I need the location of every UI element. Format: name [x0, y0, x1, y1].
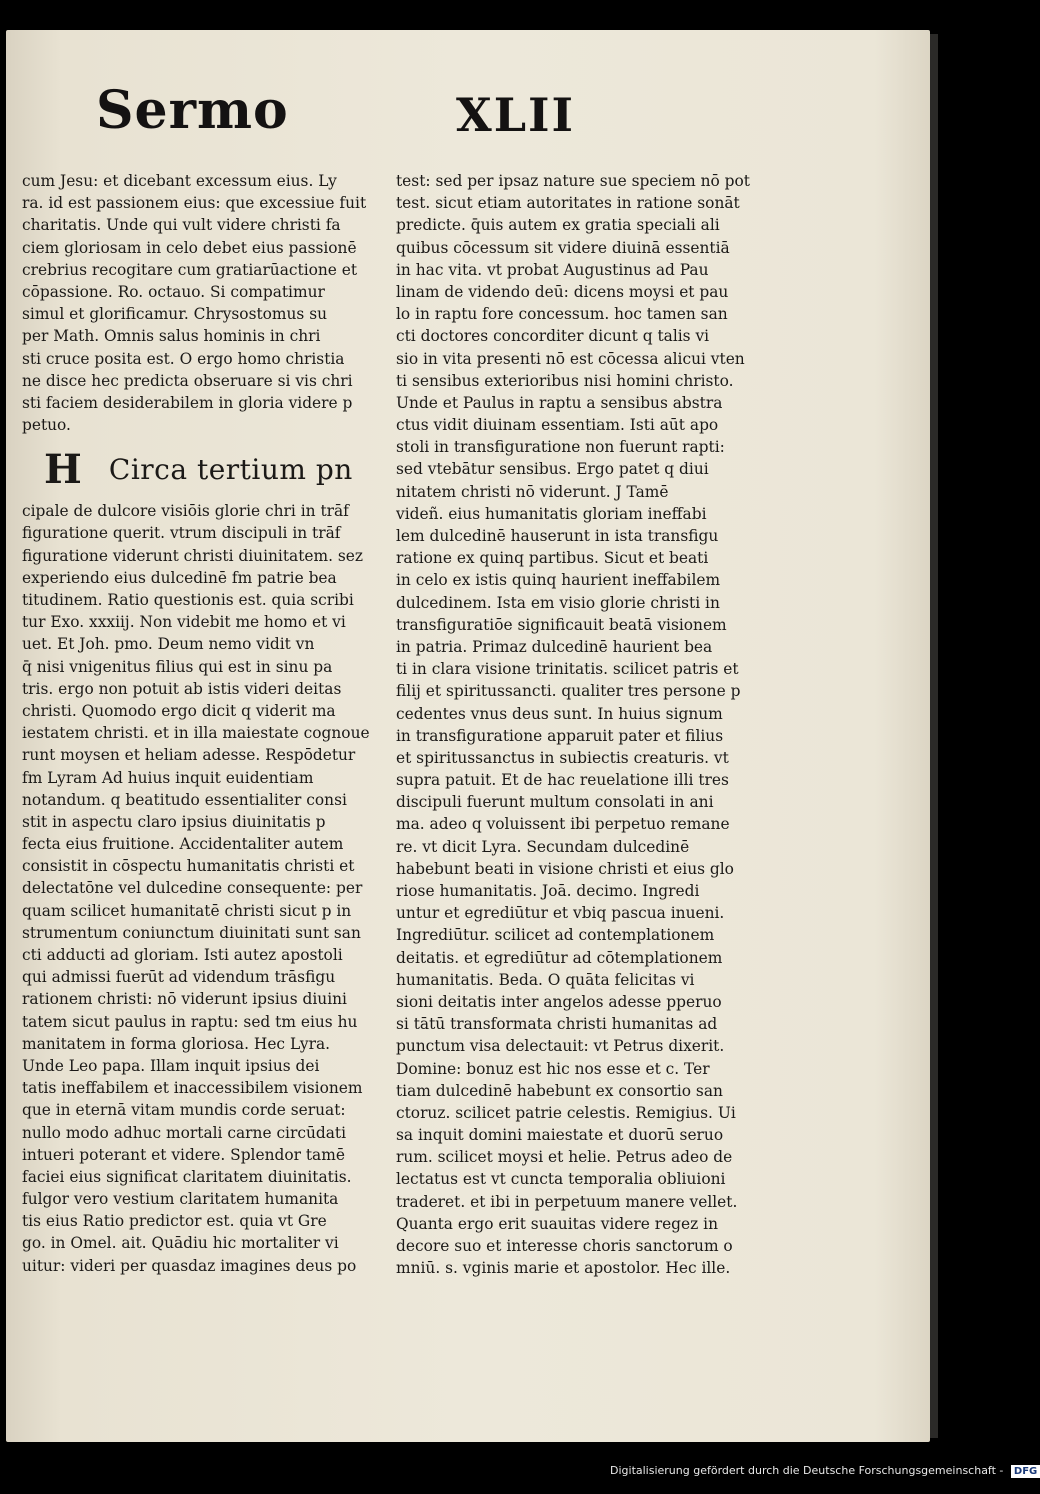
text-line: quam scilicet humanitatē christi sicut p in [22, 901, 352, 920]
text-line: lo in raptu fore concessum. hoc tamen san [396, 305, 728, 324]
text-line: ma. adeo q voluissent ibi perpetuo remane [396, 815, 730, 834]
section-heading [22, 446, 384, 494]
book-page [6, 30, 930, 1442]
text-line: tatem sicut paulus in raptu: sed tm eius hu [22, 1012, 358, 1031]
text-line: cōpassione. Ro. octauo. Si compatimur [22, 282, 325, 301]
text-line: ti in clara visione trinitatis. scilicet patris et [396, 660, 739, 679]
text-line: ratione ex quinq partibus. Sicut et beati [396, 549, 709, 568]
left-column-bottom-lines [22, 500, 384, 1277]
right-column-lines [396, 170, 764, 1279]
text-line: sio in vita presenti nō est cōcessa alicui vten [396, 349, 745, 368]
text-line: in patria. Primaz dulcedinē haurient bea [396, 637, 713, 656]
text-line: re. vt dicit Lyra. Secundam dulcedinē [396, 837, 690, 856]
text-line: supra patuit. Et de hac reuelatione illi tres [396, 771, 729, 790]
text-line: simul et glorificamur. Chrysostomus su [22, 305, 328, 324]
text-line: crebrius recogitare cum gratiarūactione et [22, 260, 358, 279]
text-line: ra. id est passionem eius: que excessiue fuit [22, 194, 367, 213]
text-line: tatis ineffabilem et inaccessibilem visionem [22, 1079, 363, 1098]
text-line: runt moysen et heliam adesse. Respōdetur [22, 746, 356, 765]
text-line: cti adducti ad gloriam. Isti autez apostoli [22, 946, 343, 964]
text-line: Domine: bonuz est hic nos esse et c. Ter [396, 1059, 710, 1078]
text-line: dulcedinem. Ista em visio glorie christi in [396, 593, 720, 612]
text-line: go. in Omel. ait. Quādiu hic mortaliter vi [22, 1234, 339, 1253]
text-line: fecta eius fruitione. Accidentaliter autem [22, 835, 344, 854]
section-initial: H [44, 446, 82, 494]
text-line: predicte. q̄uis autem ex gratia speciali ali [396, 216, 720, 235]
credit-text: Digitalisierung gefördert durch die Deutsche Forschungsgemeinschaft - [610, 1464, 1004, 1477]
text-line: traderet. et ibi in perpetuum manere vellet. [396, 1192, 738, 1211]
text-line: Quanta ergo erit suauitas videre regez in [396, 1214, 718, 1233]
text-line: christi. Quomodo ergo dicit q viderit ma [22, 701, 336, 720]
text-line: discipuli fuerunt multum consolati in ani [396, 793, 714, 812]
text-line: sa inquit domini maiestate et duorū seruo [396, 1126, 724, 1145]
text-line: iestatem christi. et in illa maiestate cognoue [22, 724, 370, 743]
text-line: ciem gloriosam in celo debet eius passionē [22, 238, 357, 257]
text-line: tur Exo. xxxiij. Non videbit me homo et vi [22, 613, 346, 632]
text-line: Unde et Paulus in raptu a sensibus abstra [396, 393, 723, 412]
text-line: que in eternā vitam mundis corde seruat: [22, 1101, 346, 1120]
text-line: faciei eius significat claritatem diuinitatis. [22, 1167, 352, 1186]
text-line: ne disce hec predicta obseruare si vis chri [22, 371, 353, 390]
text-line: in hac vita. vt probat Augustinus ad Pau [396, 260, 709, 279]
text-line: riose humanitatis. Joā. decimo. Ingredi [396, 882, 700, 900]
right-column [396, 170, 764, 1279]
text-line: filij et spiritussancti. qualiter tres persone p [396, 682, 741, 701]
text-line: et spiritussanctus in subiectis creaturis. vt [396, 748, 729, 767]
text-line: stit in aspectu claro ipsius diuinitatis p [22, 812, 326, 831]
text-line: lem dulcedinē hauserunt in ista transfigu [396, 527, 719, 545]
text-line: nullo modo adhuc mortali carne circūdati [22, 1123, 347, 1142]
text-line: uet. Et Joh. pmo. Deum nemo vidit vn [22, 635, 315, 654]
text-line: notandum. q beatitudo essentialiter consi [22, 790, 347, 809]
text-line: untur et egrediūtur et vbiq pascua inueni. [396, 904, 725, 923]
text-line: nitatem christi nō viderunt. J Tamē [396, 482, 669, 501]
text-line: Ingrediūtur. scilicet ad contemplationem [396, 926, 715, 945]
text-line: decore suo et interesse choris sanctorum o [396, 1237, 733, 1255]
text-line: sti faciem desiderabilem in gloria videre p [22, 393, 353, 412]
text-line: tis eius Ratio predictor est. quia vt Gre [22, 1212, 327, 1231]
text-line: humanitatis. Beda. O quāta felicitas vi [396, 970, 695, 989]
text-line: figuratione querit. vtrum discipuli in trāf [22, 524, 341, 543]
text-line: mniū. s. vginis marie et apostolor. Hec ille. [396, 1259, 731, 1278]
running-head-left: Sermo [96, 80, 289, 141]
text-line: charitatis. Unde qui vult videre christi fa [22, 216, 341, 235]
text-line: linam de videndo deū: dicens moysi et pau [396, 282, 729, 301]
text-line: sti cruce posita est. O ergo homo christia [22, 349, 345, 368]
text-line: ti sensibus exterioribus nisi homini christo. [396, 371, 734, 390]
text-line: rum. scilicet moysi et helie. Petrus adeo de [396, 1148, 733, 1167]
text-line: lectatus est vt cuncta temporalia obliuioni [396, 1170, 726, 1189]
text-line: tiam dulcedinē habebunt ex consortio san [396, 1081, 723, 1100]
text-line: punctum visa delectauit: vt Petrus dixerit. [396, 1037, 725, 1056]
text-line: sed vtebātur sensibus. Ergo patet q diui [396, 460, 709, 479]
text-line: per Math. Omnis salus hominis in chri [22, 327, 321, 346]
digitization-credit [610, 1464, 1040, 1478]
text-line: manitatem in forma gloriosa. Hec Lyra. [22, 1034, 331, 1053]
text-line: titudinem. Ratio questionis est. quia scribi [22, 591, 354, 609]
text-line: deitatis. et egrediūtur ad cōtemplationem [396, 948, 723, 967]
text-line: cedentes vnus deus sunt. In huius signum [396, 704, 723, 723]
text-line: in celo ex istis quinq haurient ineffabilem [396, 571, 721, 590]
text-line: sioni deitatis inter angelos adesse pperuo [396, 992, 722, 1011]
text-line: uitur: videri per quasdaz imagines deus po [22, 1256, 357, 1275]
text-line: habebunt beati in visione christi et eius glo [396, 859, 734, 878]
text-line: cti doctores concorditer dicunt q talis vi [396, 327, 710, 346]
dfg-logo: DFG [1011, 1465, 1040, 1478]
text-line: stoli in transfiguratione non fuerunt rapti: [396, 438, 725, 457]
text-line: strumentum coniunctum diuinitati sunt san [22, 923, 361, 942]
text-line: videñ. eius humanitatis gloriam ineffabi [396, 504, 707, 523]
text-line: test. sicut etiam autoritates in ratione sonāt [396, 194, 740, 213]
running-head-folio: XLII [456, 88, 576, 142]
text-line: tris. ergo non potuit ab istis videri deitas [22, 679, 342, 698]
text-line: experiendo eius dulcedinē fm patrie bea [22, 568, 337, 587]
text-line: cipale de dulcore visiōis glorie chri in trāf [22, 502, 349, 521]
text-line: figuratione viderunt christi diuinitatem. sez [22, 546, 363, 565]
left-column-top-lines [22, 170, 384, 436]
text-line: in transfiguratione apparuit pater et filius [396, 726, 724, 745]
text-line: quibus cōcessum sit videre diuinā essentiā [396, 238, 730, 257]
text-line: transfiguratiōe significauit beatā visionem [396, 615, 727, 634]
text-line: delectatōne vel dulcedine consequente: per [22, 879, 363, 898]
text-line: qui admissi fuerūt ad videndum trāsfigu [22, 968, 336, 987]
left-column [22, 170, 384, 1277]
section-heading-text: Circa tertium pn [108, 453, 353, 487]
text-line: Unde Leo papa. Illam inquit ipsius dei [22, 1056, 320, 1075]
text-line: si tātū transformata christi humanitas ad [396, 1015, 718, 1034]
text-line: ctoruz. scilicet patrie celestis. Remigius. Ui [396, 1103, 736, 1122]
text-line: test: sed per ipsaz nature sue speciem nō pot [396, 172, 750, 190]
text-line: fm Lyram Ad huius inquit euidentiam [22, 768, 314, 787]
text-line: ctus vidit diuinam essentiam. Isti aūt apo [396, 416, 719, 435]
text-line: cum Jesu: et dicebant excessum eius. Ly [22, 172, 337, 190]
text-line: q̄ nisi vnigenitus filius qui est in sinu pa [22, 657, 333, 676]
text-line: rationem christi: nō viderunt ipsius diuini [22, 990, 347, 1009]
text-line: consistit in cōspectu humanitatis christi et [22, 857, 355, 876]
text-line: intueri poterant et videre. Splendor tamē [22, 1145, 345, 1164]
text-line: fulgor vero vestium claritatem humanita [22, 1190, 339, 1209]
running-head [86, 80, 806, 160]
text-line: petuo. [22, 416, 71, 435]
